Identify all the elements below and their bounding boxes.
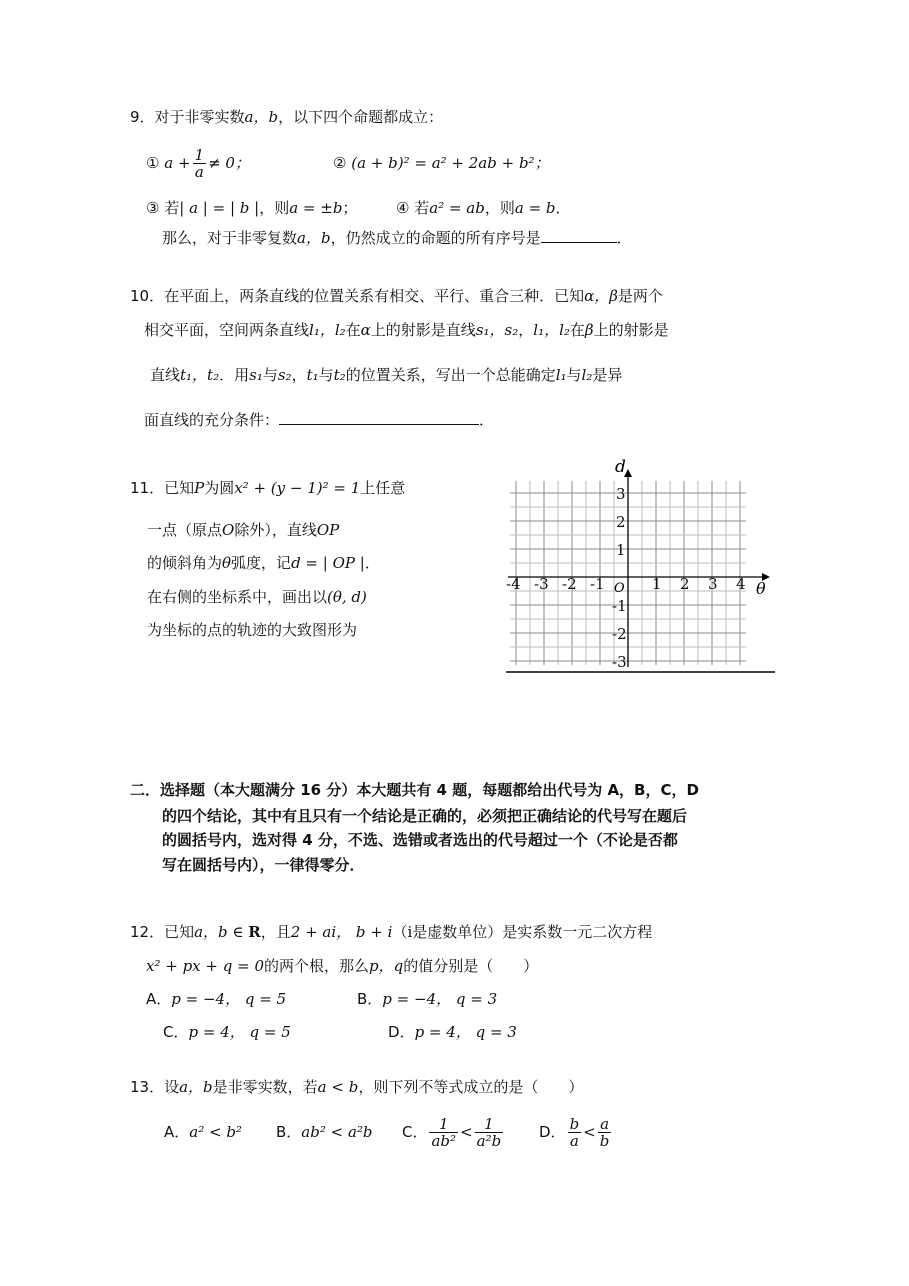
q9-proposition-4	[396, 198, 571, 218]
q9-line1	[130, 107, 443, 127]
q10-l2-v4: l₁，l₂	[533, 321, 570, 339]
q13-line1	[130, 1077, 583, 1097]
q11-l3b: 弧度，记	[231, 554, 292, 572]
q11-l3c: ．	[364, 554, 380, 572]
section2-line3	[162, 830, 678, 850]
x-tick-label: 1	[652, 575, 662, 593]
q11-l4-v1: (θ, d)	[327, 588, 367, 606]
q9-proposition-2	[333, 153, 550, 173]
q9-answer-blank[interactable]	[541, 228, 617, 243]
q13-c-num-2: 1	[475, 1116, 504, 1133]
q13-option-c-label: C．	[402, 1123, 428, 1141]
q10-line2	[144, 320, 669, 340]
q13-d-num-1: b	[569, 1115, 580, 1133]
q12-imag-unit: i	[407, 923, 413, 941]
q13-option-b-value: ab² < a²b	[301, 1123, 373, 1141]
q12-l2-v2: p，q	[369, 957, 404, 975]
q10-l2d: ，	[518, 321, 534, 339]
q11-l5: 为坐标的点的轨迹的大致图形为	[147, 621, 358, 639]
q12-option-a-value: p = −4， q = 5	[171, 990, 287, 1008]
q13-c-den-1: ab²	[431, 1132, 457, 1150]
q11-l3-v2: d = | OP |	[291, 554, 365, 572]
q9-p3-then: ，则	[259, 199, 290, 217]
q9-proposition-1	[146, 146, 250, 180]
q12-option-b-value: p = −4， q = 3	[382, 990, 498, 1008]
q10-l3-v7: l₂	[581, 366, 593, 384]
q9-line3-vars: a，b	[297, 229, 331, 247]
q12-line1	[130, 922, 652, 942]
q10-l2f: 上的射影是	[593, 321, 669, 339]
q9-p4-result: a = b	[514, 199, 556, 217]
section2-line1	[130, 780, 699, 800]
q11-line2	[147, 520, 339, 540]
x-axis-label: θ	[756, 579, 766, 598]
q12-option-c-value: p = 4， q = 5	[188, 1023, 291, 1041]
q12-line2	[146, 956, 538, 976]
q10-l1-vars: α，β	[584, 287, 618, 305]
q10-l3-v1: t₁，t₂	[180, 366, 220, 384]
q9-p1-rhs: ≠ 0；	[208, 154, 250, 172]
q9-p1-lhs: a +	[164, 154, 191, 172]
q11-l2-v1: O	[222, 521, 235, 539]
q9-line3-tail: ，仍然成立的命题的所有序号是	[330, 229, 541, 247]
q10-l2-v2: α	[360, 321, 371, 339]
q11-l1b: 为圆	[204, 479, 235, 497]
q13-option-b-label: B．	[276, 1123, 302, 1141]
q11-l1c: 上任意	[360, 479, 406, 497]
q10-l2-v3: s₁，s₂	[475, 321, 519, 339]
q12-option-a[interactable]	[146, 989, 286, 1009]
q9-stem: 9．对于非零实数	[130, 108, 245, 126]
q13-c-den-2: a²b	[476, 1132, 502, 1150]
q12-option-a-label: A．	[146, 990, 172, 1008]
q10-l3-v4: t₁	[306, 366, 319, 384]
q13-d-fraction-2	[598, 1116, 612, 1149]
q9-mark-4: ④	[396, 199, 410, 217]
section2-number: 二．	[130, 781, 161, 799]
q9-p2-expr: (a + b)² = a² + 2ab + b²；	[351, 154, 550, 172]
q12-l1d: 是虚数单位）是实系数一元二次方程	[412, 923, 653, 941]
q10-line4	[144, 410, 494, 430]
q12-l2b: 的值分别是（ ）	[403, 957, 539, 975]
q11-grid-svg	[500, 455, 785, 680]
section2-l2: 的四个结论，其中有且只有一个结论是正确的，必须把正确结论的代号写在题后	[162, 807, 688, 825]
q10-l3a: 直线	[150, 366, 181, 384]
q11-line3	[147, 553, 380, 573]
q12-option-b-label: B．	[357, 990, 383, 1008]
q13-l1-v1: a，b	[179, 1078, 213, 1096]
section2-l4: 写在圆括号内），一律得零分．	[162, 856, 365, 874]
y-tick-label: 1	[616, 541, 626, 559]
q12-l1c: （	[392, 923, 408, 941]
y-tick-label: 2	[616, 513, 626, 531]
q11-l2a: 一点（原点	[147, 521, 223, 539]
q9-line3	[162, 228, 632, 248]
q10-l1-tail: 是两个	[617, 287, 663, 305]
q13-option-d-label: D．	[539, 1123, 566, 1141]
y-tick-label: -3	[612, 653, 627, 671]
q12-option-d-label: D．	[388, 1023, 415, 1041]
q11-line5	[147, 620, 357, 640]
q9-p4-then: ，则	[484, 199, 515, 217]
q10-l3e: 与	[318, 366, 334, 384]
q9-p3-end: ；	[342, 199, 358, 217]
q13-c-fraction-2	[475, 1116, 504, 1149]
section2-line2	[162, 806, 687, 826]
y-axis-label: d	[615, 457, 626, 477]
q11-l3-v1: θ	[222, 554, 232, 572]
q11-line1	[130, 478, 405, 498]
q10-l4: 面直线的充分条件：	[144, 411, 280, 429]
q13-option-a-value: a² < b²	[189, 1123, 242, 1141]
q12-l1a: 12．已知	[130, 923, 195, 941]
q12-l1-v1: a，b ∈	[194, 923, 249, 941]
y-tick-label: 3	[616, 485, 626, 503]
q9-p3-text: 若	[164, 199, 180, 217]
x-tick-label: -1	[590, 575, 605, 593]
x-tick-label: -4	[506, 575, 521, 593]
x-tick-labels	[506, 575, 746, 593]
q10-l3b: ．用	[219, 366, 250, 384]
q12-option-c[interactable]	[163, 1022, 291, 1042]
y-tick-label: -2	[612, 625, 627, 643]
q9-p3-result: a = ±b	[289, 199, 343, 217]
q10-l3g: 与	[566, 366, 582, 384]
q12-l1-v2: 2 + ai， b + i	[290, 923, 393, 941]
q11-l4a: 在右侧的坐标系中，画出以	[147, 588, 328, 606]
q9-p4-text: 若	[414, 199, 430, 217]
q13-d-den-2: b	[599, 1132, 610, 1150]
q11-line4	[147, 587, 367, 607]
q13-option-c[interactable]	[402, 1112, 505, 1152]
q11-l2-v2: OP	[316, 521, 340, 539]
q10-l3f: 的位置关系，写出一个总能确定	[345, 366, 556, 384]
q9-p4-expr: a² = ab	[429, 199, 485, 217]
q10-line3	[150, 365, 622, 385]
q13-l1a: 13．设	[130, 1078, 180, 1096]
q10-l2e: 在	[569, 321, 585, 339]
q10-l3d: ，	[291, 366, 307, 384]
q10-l3c: 与	[262, 366, 278, 384]
q9-mark-2: ②	[333, 154, 347, 172]
q13-option-b[interactable]	[276, 1112, 373, 1152]
q13-d-less-than: <	[583, 1123, 596, 1141]
q9-proposition-3	[146, 198, 357, 218]
q13-c-fraction-1	[429, 1116, 458, 1149]
q13-l1c: ，则下列不等式成立的是（ ）	[358, 1078, 584, 1096]
x-tick-label: 3	[708, 575, 718, 593]
q9-line3-end: ．	[616, 229, 632, 247]
q11-l3a: 的倾斜角为	[147, 554, 223, 572]
q12-option-d-value: p = 4， q = 3	[414, 1023, 517, 1041]
q12-option-b[interactable]	[357, 989, 497, 1009]
axes	[506, 469, 775, 672]
q9-mark-3: ③	[146, 199, 160, 217]
y-tick-label: -1	[612, 597, 627, 615]
section2-l3: 的圆括号内，选对得 4 分，不选、选错或者选出的代号超过一个（不论是否都	[162, 831, 678, 849]
q11-l1a: 11．已知	[130, 479, 195, 497]
q13-d-fraction-1	[568, 1116, 582, 1149]
q9-mark-1: ①	[146, 154, 160, 172]
q9-p1-numerator: 1	[194, 146, 205, 164]
q10-l2b: 在	[345, 321, 361, 339]
q9-line3-text: 那么，对于非零复数	[162, 229, 298, 247]
x-tick-label: 4	[736, 575, 746, 593]
origin-label: O	[614, 581, 625, 596]
q11-l2b: 除外），直线	[234, 521, 317, 539]
q11-l1-v1: P	[194, 479, 205, 497]
q13-option-a-label: A．	[164, 1123, 190, 1141]
q13-option-d[interactable]	[539, 1112, 613, 1152]
q10-line1	[130, 286, 663, 306]
q12-l2a: 的两个根，那么	[264, 957, 370, 975]
q9-p3-expr: | a | = | b |	[179, 199, 260, 217]
q10-l2-v1: l₁，l₂	[309, 321, 346, 339]
q13-option-a[interactable]	[164, 1112, 242, 1152]
q10-l3h: 是异	[592, 366, 623, 384]
q12-option-d[interactable]	[388, 1022, 517, 1042]
section2-line4	[162, 855, 365, 875]
q10-l3-v5: t₂	[333, 366, 346, 384]
q10-answer-blank[interactable]	[279, 410, 479, 425]
q12-real-set: R	[248, 923, 261, 941]
q13-l1b: 是非零实数，若	[212, 1078, 318, 1096]
q10-l3-v3: s₂	[277, 366, 292, 384]
q11-coordinate-grid[interactable]	[500, 455, 785, 684]
q10-l3-v2: s₁	[249, 366, 263, 384]
x-tick-label: 2	[680, 575, 690, 593]
q10-l4-end: ．	[479, 411, 495, 429]
q10-l3-v6: l₁	[555, 366, 567, 384]
q13-l1-v2: a < b	[317, 1078, 359, 1096]
q13-d-den-1: a	[569, 1132, 579, 1150]
q13-c-less-than: <	[460, 1123, 473, 1141]
q12-option-c-label: C．	[163, 1023, 189, 1041]
q10-l1: 10．在平面上，两条直线的位置关系有相交、平行、重合三种．已知	[130, 287, 585, 305]
q11-l1-v2: x² + (y − 1)² = 1	[234, 479, 361, 497]
q9-p4-end: ．	[555, 199, 571, 217]
x-tick-label: -2	[562, 575, 577, 593]
q9-p1-fraction	[193, 147, 207, 180]
x-tick-label: -3	[534, 575, 549, 593]
q10-l2-v5: β	[584, 321, 594, 339]
section2-l1: 选择题（本大题满分 16 分）本大题共有 4 题，每题都给出代号为 A，B，C，D	[160, 781, 699, 799]
q10-l2a: 相交平面，空间两条直线	[144, 321, 310, 339]
q10-l2c: 上的射影是直线	[370, 321, 476, 339]
q12-equation: x² + px + q = 0	[146, 957, 264, 975]
q9-stem-tail: ，以下四个命题都成立：	[278, 108, 444, 126]
q9-p1-denominator: a	[194, 163, 204, 181]
q9-vars: a，b	[244, 108, 279, 126]
q13-d-num-2: a	[598, 1116, 612, 1133]
q13-c-num-1: 1	[429, 1116, 458, 1133]
q12-l1b: ，且	[260, 923, 291, 941]
